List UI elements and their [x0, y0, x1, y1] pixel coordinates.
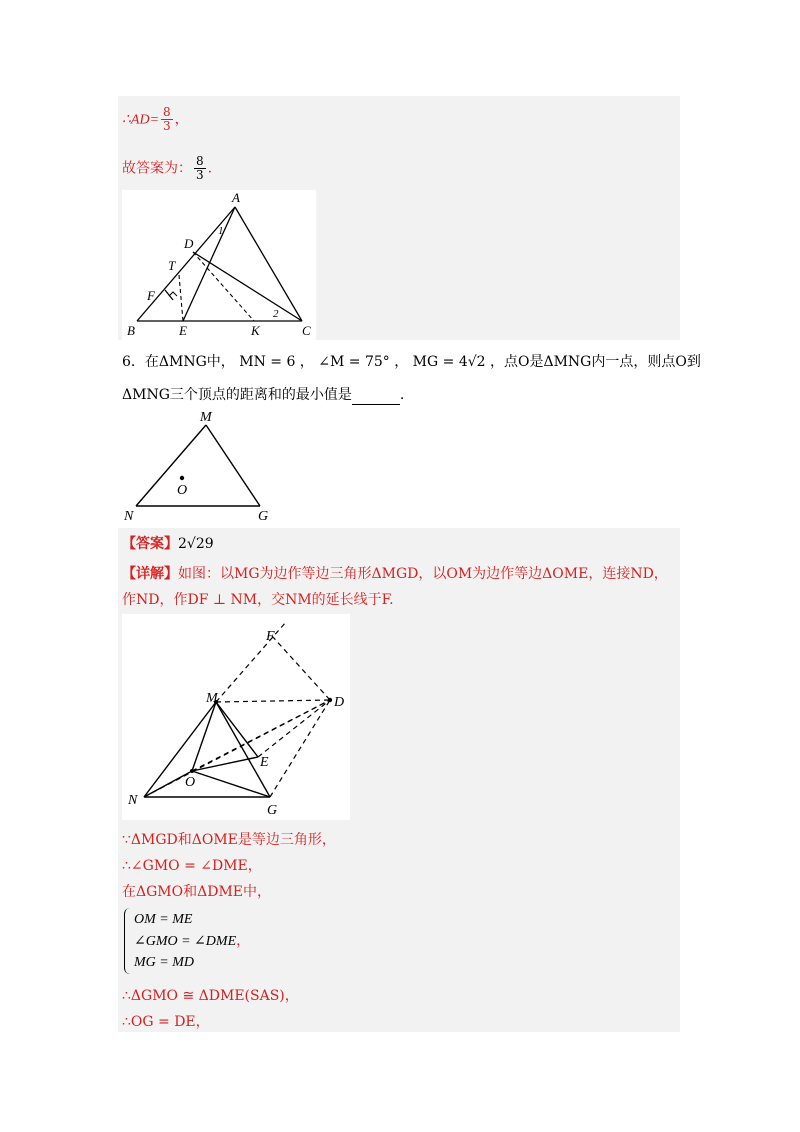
- answer-line-prev: [122, 155, 212, 182]
- answer-line: [122, 534, 214, 554]
- fraction: [161, 106, 173, 133]
- point-o: [180, 476, 184, 480]
- fraction-denominator: 3: [163, 119, 171, 133]
- label-d: D: [334, 695, 345, 710]
- figure-triangle-abc: [122, 190, 316, 340]
- label-o: O: [177, 483, 188, 498]
- point-d: [328, 698, 332, 702]
- label-angle-2: 2: [273, 308, 279, 320]
- segment-mg: [216, 702, 270, 797]
- ad-prefix: ∴AD=: [122, 112, 160, 128]
- step-4: ∴ΔGMO ≅ ΔDME(SAS)，: [122, 988, 299, 1004]
- ad-suffix: ，: [174, 111, 189, 128]
- figure-construction: [122, 614, 350, 820]
- dashed-ed: [258, 700, 330, 757]
- dashed-nd: [144, 700, 330, 797]
- question-6-line-1: 6．在ΔMNG中， MN = 6 ， ∠M = 75° ， MG = 4√2 ，点O是ΔMNG内一点，则点O到: [122, 354, 701, 370]
- label-b: B: [127, 323, 135, 338]
- segment-fe: [165, 290, 173, 300]
- label-a: A: [232, 190, 240, 205]
- ad-result-line: [122, 106, 189, 133]
- segment-nm: [144, 702, 216, 797]
- step-1: [122, 830, 336, 850]
- figure-3-svg: [122, 614, 350, 820]
- segment-mg: [206, 425, 260, 506]
- question-6-line-2: [122, 385, 404, 405]
- detail-tag: 【详解】: [122, 566, 178, 582]
- step-3: 在ΔGMO和ΔDME中，: [122, 884, 271, 900]
- fraction-denominator: 3: [196, 168, 204, 182]
- label-e: E: [260, 755, 269, 770]
- label-m: M: [206, 691, 218, 706]
- segment-oe: [192, 757, 258, 771]
- answer-value: 2√29: [178, 536, 214, 552]
- figure-2-svg: [120, 404, 280, 524]
- segment-dc: [193, 252, 302, 321]
- label-o: O: [185, 775, 196, 790]
- point-o: [190, 769, 194, 773]
- figure-1-svg: [122, 190, 316, 340]
- label-n: N: [124, 509, 134, 524]
- step-5: ∴OG = DE，: [122, 1014, 210, 1030]
- answer-prefix: 故答案为：: [122, 160, 192, 177]
- dashed-te: [179, 275, 183, 321]
- system-brace: [124, 908, 133, 974]
- fraction-numerator: 8: [163, 105, 171, 119]
- label-g: G: [267, 803, 278, 818]
- question-6-line-2-text: ΔMNG三个顶点的距离和的最小值是: [122, 387, 352, 403]
- segment-nm: [136, 425, 206, 506]
- step-1-text: ∵ΔMGD和ΔOME是等边三角形，: [122, 832, 336, 848]
- label-m: M: [200, 410, 212, 425]
- label-d: D: [184, 236, 194, 251]
- detail-line-2: 作ND，作DF ⊥ NM，交NM的延长线于F.: [122, 592, 394, 608]
- segment-ae: [183, 207, 235, 321]
- system-eq-3: MG = MD: [134, 955, 194, 970]
- answer-tag: 【答案】: [122, 536, 178, 552]
- segment-me: [216, 702, 258, 757]
- label-f: F: [147, 288, 155, 303]
- question-6-line-2-end: .: [399, 387, 405, 403]
- detail-text-1: 如图：以MG为边作等边三角形ΔMGD，以OM为边作等边ΔOME，连接ND，: [178, 566, 668, 582]
- fraction-numerator: 8: [196, 154, 204, 168]
- system-eq-1: OM = ME: [134, 912, 193, 927]
- dashed-dk: [193, 252, 254, 321]
- dashed-md: [216, 700, 330, 702]
- label-t: T: [168, 258, 176, 273]
- dashed-fd: [272, 636, 330, 700]
- label-k: K: [251, 323, 260, 338]
- figure-triangle-mng: [120, 404, 280, 524]
- label-c: C: [302, 323, 311, 338]
- label-g: G: [258, 509, 269, 524]
- system-eq-2-text: ∠GMO = ∠DME: [134, 934, 237, 949]
- label-f: F: [266, 629, 275, 644]
- right-angle-mark: [169, 292, 177, 296]
- dashed-mf: [216, 622, 286, 702]
- segment-ac: [235, 207, 302, 321]
- label-angle-1: 1: [218, 225, 224, 237]
- answer-blank: [352, 390, 400, 405]
- system-eq-2-suffix: ，: [236, 933, 251, 949]
- system-eq-2: [134, 931, 250, 952]
- label-n: N: [128, 793, 138, 808]
- answer-suffix: .: [207, 160, 213, 177]
- dashed-gd: [270, 700, 330, 797]
- step-2: ∴∠GMO = ∠DME，: [122, 858, 262, 874]
- fraction: [194, 155, 206, 182]
- segment-og: [192, 771, 270, 797]
- detail-line-1: [122, 564, 668, 584]
- label-e: E: [179, 323, 187, 338]
